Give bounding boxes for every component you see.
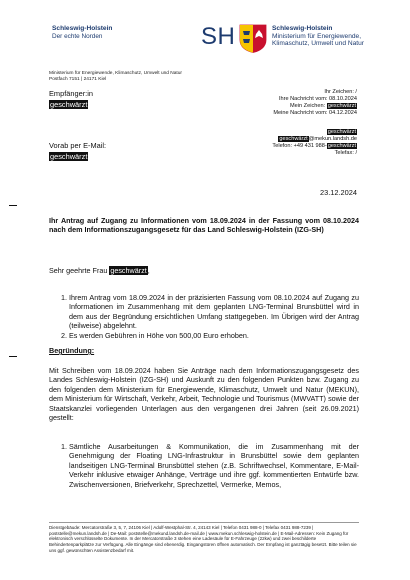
mein-zeichen: Mein Zeichen: geschwärzt	[290, 103, 356, 109]
letter-date: 23.12.2024	[320, 188, 357, 197]
sh-logo-letters: SH	[201, 23, 236, 50]
ihre-nachricht: Ihre Nachricht vom: 08.10.2024	[278, 96, 357, 102]
redacted-phone: geschwärzt	[327, 143, 356, 149]
fold-mark-middle	[9, 356, 17, 357]
reasons-item: 1. Sämtliche Ausarbeitungen & Kommunikation, die im Zusammenhang mit der Genehmigung der Floating LNG-Infrastruktur in Brunsbüttel sowie dem geplanten landseitigen LNG-Terminal Brunsbüttel stehen (z.B. Schriftwechsel, Kommentare, E-Mail-Verkehr inklusive etwaiger Anhänge, Verträge und ihre ggf. kommentierten Entwürfe bzw. Zwischenversionen, Briefverkehr, Sprechzettel, Vermerke, Memos,	[69, 442, 359, 489]
fold-mark-top	[9, 205, 17, 206]
letter-subject: Ihr Antrag auf Zugang zu Informationen vom 18.09.2024 in der Fassung vom 08.10.2024 nach dem Informationszugangsgesetz für das Land Schleswig-Holstein (IZG-SH)	[49, 216, 359, 235]
left-logo-title: Schleswig-Holstein	[52, 25, 113, 32]
contact-block	[272, 129, 357, 157]
sender-address	[49, 71, 182, 83]
redacted-contact-name: geschwärzt	[327, 129, 356, 135]
meine-nachricht: Meine Nachricht vom: 04.12.2024	[273, 110, 357, 116]
reasons-paragraph: Mit Schreiben vom 18.09.2024 haben Sie Anträge nach dem Informationszugangsgesetz des Landes Schleswig-Holstein (IZG-SH) und Auskunft zu den folgenden Punkten bzw. Zugang zu den folgenden dem Ministerium für Energiewende, Klimaschutz, Umwelt und Natur (MEKUN), dem Ministerium für Wirtschaft, Verkehr, Arbeit, Technologie und Tourismus (MWVATT) sowie der Staatskanzlei vorliegenden Unterlagen aus den vergangenen drei Jahren (seit 26.09.2021) gestellt:	[49, 366, 359, 423]
ministry-logo-line-2: Klimaschutz, Umwelt und Natur	[272, 40, 364, 48]
contact-phone: Telefon: +49 431 988-geschwärzt	[272, 143, 356, 149]
decision-item: 1. Ihrem Antrag vom 18.09.2024 in der präzisierten Fassung vom 08.10.2024 auf Zugang zu Informationen im Zusammenhang mit dem geplanten LNG-Terminal Brunsbüttel wird in dem aus der Begründung ersichtlichen Umfang stattgegeben. Im Übrigen wird der Antrag (teilweise) abgelehnt.	[69, 293, 359, 331]
letter-footer: Dienstgebäude: Mercatorstraße 3, 5, 7, 24106 Kiel | Adolf-Westphal-Str. 4, 24143 Kiel | Telefon 0431 988-0 | Telefax 0431 988-7239 | poststelle@mekun.landsh.de | De-Mail: poststelle@mekund.landsh.de-mail.de | www.mekun.schleswig-holstein.de | E-Mail-Adressen: Kein Zugang für elektronisch verschlüsselte Dokumente. In der Mercatorstraße 3 stehen eine Ladesäule für E-Fahrzeuge (22kw) und zwei beschilderte Behindertenparkplätze zur Verfügung. Alle Eingänge sind ebenerdig. Eingangstüren öffnen automatisch. Der Empfang ist ganztägig besetzt. Bitte teilen sie uns ggf. gewünschten Assistenzbedarf mit.	[49, 522, 359, 554]
redacted-contact-email: geschwärzt	[279, 136, 308, 142]
reference-block	[273, 89, 357, 117]
contact-fax: Telefax: /	[334, 150, 357, 156]
redacted-recipient: geschwärzt	[50, 100, 88, 109]
redacted-email: geschwärzt	[50, 152, 88, 161]
recipient-label: Empfänger:in	[49, 89, 93, 98]
reasons-heading: Begründung:	[49, 346, 95, 355]
advance-email-label: Vorab per E-Mail:	[49, 141, 107, 150]
coat-of-arms-icon	[239, 24, 267, 53]
sender-line-2: Postfach 7151 | 24171 Kiel	[49, 77, 107, 82]
salutation: Sehr geehrte Frau geschwärzt,	[49, 266, 150, 275]
recipient-name	[49, 100, 88, 109]
reasons-list	[49, 442, 359, 489]
decision-list	[49, 293, 359, 340]
ministry-logo-text	[272, 25, 364, 48]
contact-name	[272, 129, 357, 136]
redacted-addressee: geschwärzt	[110, 266, 147, 275]
ministry-logo-title: Schleswig-Holstein	[272, 25, 333, 32]
sender-line-1: Ministerium für Energiewende, Klimaschutz, Umwelt und Natur	[49, 71, 183, 76]
advance-email-value	[49, 152, 88, 161]
contact-email: geschwärzt@mekun.landsh.de	[279, 136, 357, 142]
left-logo-subtitle: Der echte Norden	[52, 33, 103, 40]
redacted-mein-zeichen: geschwärzt	[327, 103, 356, 109]
ministry-logo-line-1: Ministerium für Energiewende,	[272, 32, 362, 40]
decision-item: 2. Es werden Gebühren in Höhe von 500,00 Euro erhoben.	[69, 331, 359, 340]
ihr-zeichen: Ihr Zeichen: /	[324, 89, 357, 95]
